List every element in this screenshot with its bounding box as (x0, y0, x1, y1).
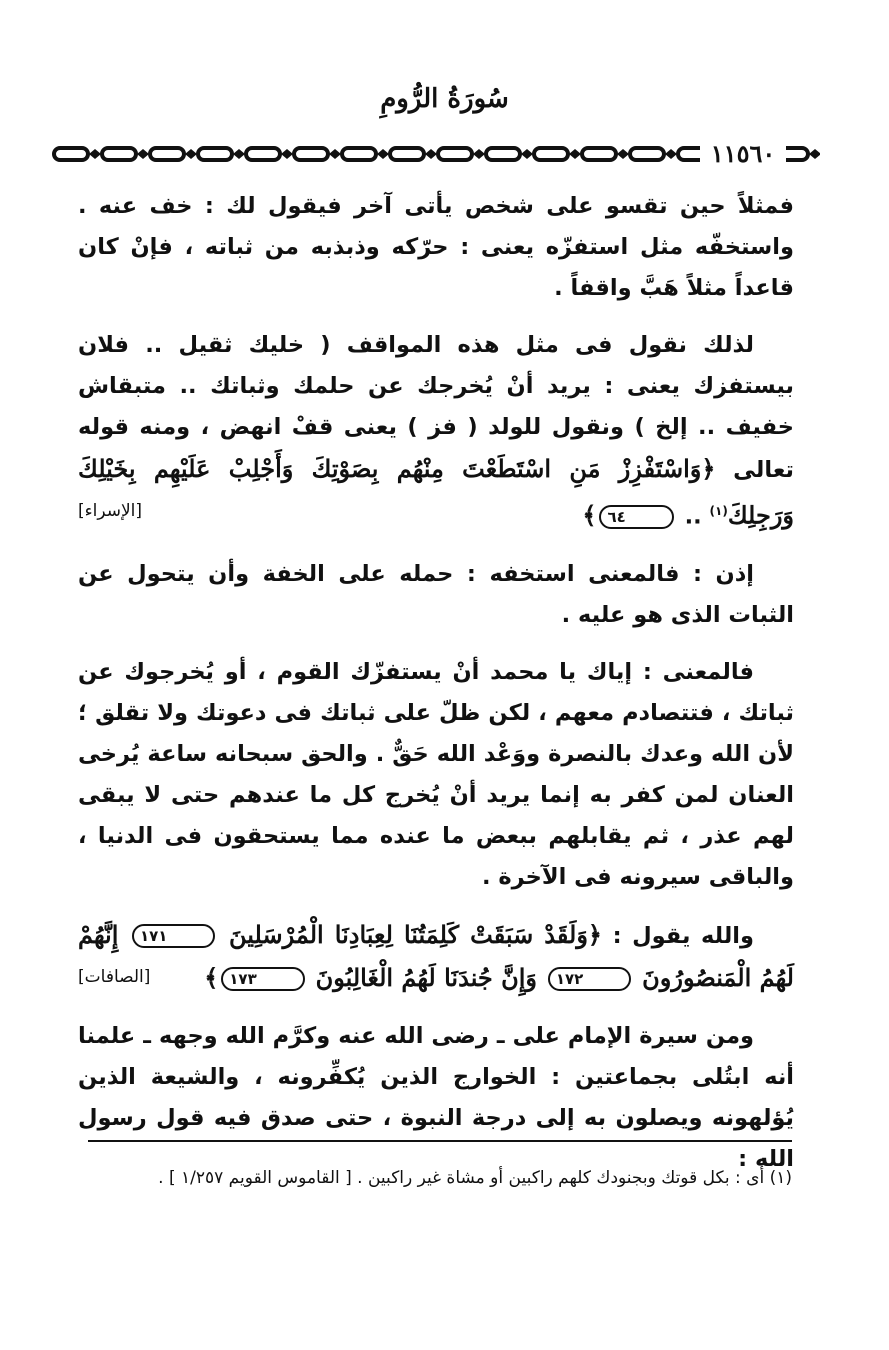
chain-diamond (425, 149, 437, 159)
chain-diamond (329, 149, 341, 159)
chain-link (150, 148, 184, 160)
paragraph-3: إذن : فالمعنى استخفه : حمله على الخفة وأن يتحول عن الثبات الذى هو عليه . (78, 560, 794, 628)
surah-title: سُورَةُ الرُّومِ (380, 84, 509, 114)
chain-diamond (281, 149, 293, 159)
paragraph-4: فالمعنى : إياك يا محمد أنْ يستفزّك القوم ، أو يُخرجوك عن ثباتك ، فتتصادم معهم ، لكن ظلّ على ثباتك فى دعوتك ولا تقلق ؛ لأن الله وعدك بالنصرة ووَعْد الله حَقٌّ . والحق سبحانه ساعة يُرخى العنان لمن كفر به إنما يريد أنْ يُخرج كل ما عندهم حتى لا يبقى لهم عذر ، ثم يقابلهم ببعض ما عنده مما يستحقون فى الدنيا ، والباقى سيرونه فى الآخرة . (78, 658, 794, 890)
footnote-marker: (١) (709, 504, 728, 518)
quran-close-bracket: ﴾ (204, 962, 219, 992)
chain-diamond (473, 149, 485, 159)
chain-diamond (617, 149, 629, 159)
footnote: (١) أى : بكل قوتك وبجنودك كلهم راكبين أو مشاة غير راكبين . [ القاموس القويم ١/٢٥٧ ] . (158, 1168, 792, 1188)
chain-link (198, 148, 232, 160)
chain-link (582, 148, 616, 160)
chain-diamond (89, 149, 101, 159)
page-number: ١١٥٦٠ (700, 138, 786, 168)
surah-reference: [الإسراء] (78, 501, 143, 521)
chain-link (486, 148, 520, 160)
surah-reference: [الصافات] (78, 966, 151, 987)
chain-link (246, 148, 280, 160)
quran-verse-isra: ﴿وَاسْتَفْزِزْ مَنِ اسْتَطَعْتَ مِنْهُم بِصَوْتِكَ وَأَجْلِبْ عَلَيْهِم بِخَيْلِكَ وَرَجِلِكَ (78, 454, 794, 530)
paragraph-5-intro: والله يقول : (612, 922, 754, 949)
paragraph-1: فمثلاً حين تقسو على شخص يأتى آخر فيقول لك : خف عنه . واستخفّه مثل استفزّه يعنى : حرّكه وذبذبه من ثباته ، فإنْ كان قاعداً مثلاً هَبَّ واقفاً . (78, 193, 794, 301)
ayah-number: ٦٤ (599, 505, 673, 529)
chain-link (534, 148, 568, 160)
chain-link (630, 148, 664, 160)
chain-diamond (233, 149, 245, 159)
chain-diamond (569, 149, 581, 159)
chain-diamond (137, 149, 149, 159)
paragraph-5 (78, 914, 794, 1000)
chain-link (54, 148, 88, 160)
paragraph-6: ومن سيرة الإمام على ـ رضى الله عنه وكرَّم الله وجهه ـ علمنا أنه ابتُلى بجماعتين : الخوارج الذين يُكفِّرونه ، والشيعة الذين يُؤلهونه ويصلون به إلى درجة النبوة ، حتى صدق فيه قول رسول الله : (78, 1022, 794, 1172)
ayah-number: ١٧١ (132, 924, 215, 948)
chain-link (102, 148, 136, 160)
chain-link (294, 148, 328, 160)
quran-verse-saffat-b: إِنَّهُمْ لَهُمُ الْمَنصُورُونَ (78, 919, 794, 992)
quran-verse-saffat-c: وَإِنَّ جُندَنَا لَهُمُ الْغَالِبُونَ (315, 962, 538, 992)
quran-verse-saffat-a: ﴿وَلَقَدْ سَبَقَتْ كَلِمَتُنَا لِعِبَادِنَا الْمُرْسَلِينَ (229, 919, 602, 949)
ayah-number: ١٧٣ (221, 967, 304, 991)
quran-close-bracket: ﴾ (582, 500, 597, 530)
chain-link (438, 148, 472, 160)
chain-diamond (809, 149, 820, 159)
chain-diamond (665, 149, 677, 159)
chain-diamond (521, 149, 533, 159)
footnote-separator (88, 1140, 792, 1142)
chain-link (390, 148, 424, 160)
paragraph-2: لذلك نقول فى مثل هذه المواقف ( خليك ثقيل .. فلان بيستفزك يعنى : يريد أنْ يُخرجك عن حلمك وثباتك .. متبقاش خفيف .. إلخ ) ونقول للولد ( فز ) يعنى قفْ انهض ، ومنه قوله تعالى ﴿وَاسْتَفْزِزْ مَنِ اسْتَطَعْتَ مِنْهُم بِصَوْتِكَ وَأَجْلِبْ عَلَيْهِم بِخَيْلِكَ وَرَجِلِكَ$^{(١)}$ .. ٦٤﴾ [الإسراء] (78, 325, 794, 538)
chain-link (342, 148, 376, 160)
chain-diamond (377, 149, 389, 159)
paragraph-2-text: لذلك نقول فى مثل هذه المواقف ( خليك ثقيل .. فلان بيستفزك يعنى : يريد أنْ يُخرجك عن حلمك وثباتك .. متبقاش خفيف .. إلخ ) ونقول للولد ( فز ) يعنى قفْ انهض ، ومنه قوله تعالى (78, 332, 794, 483)
ayah-number: ١٧٢ (548, 967, 631, 991)
page-body (78, 186, 794, 1196)
chain-diamond (185, 149, 197, 159)
